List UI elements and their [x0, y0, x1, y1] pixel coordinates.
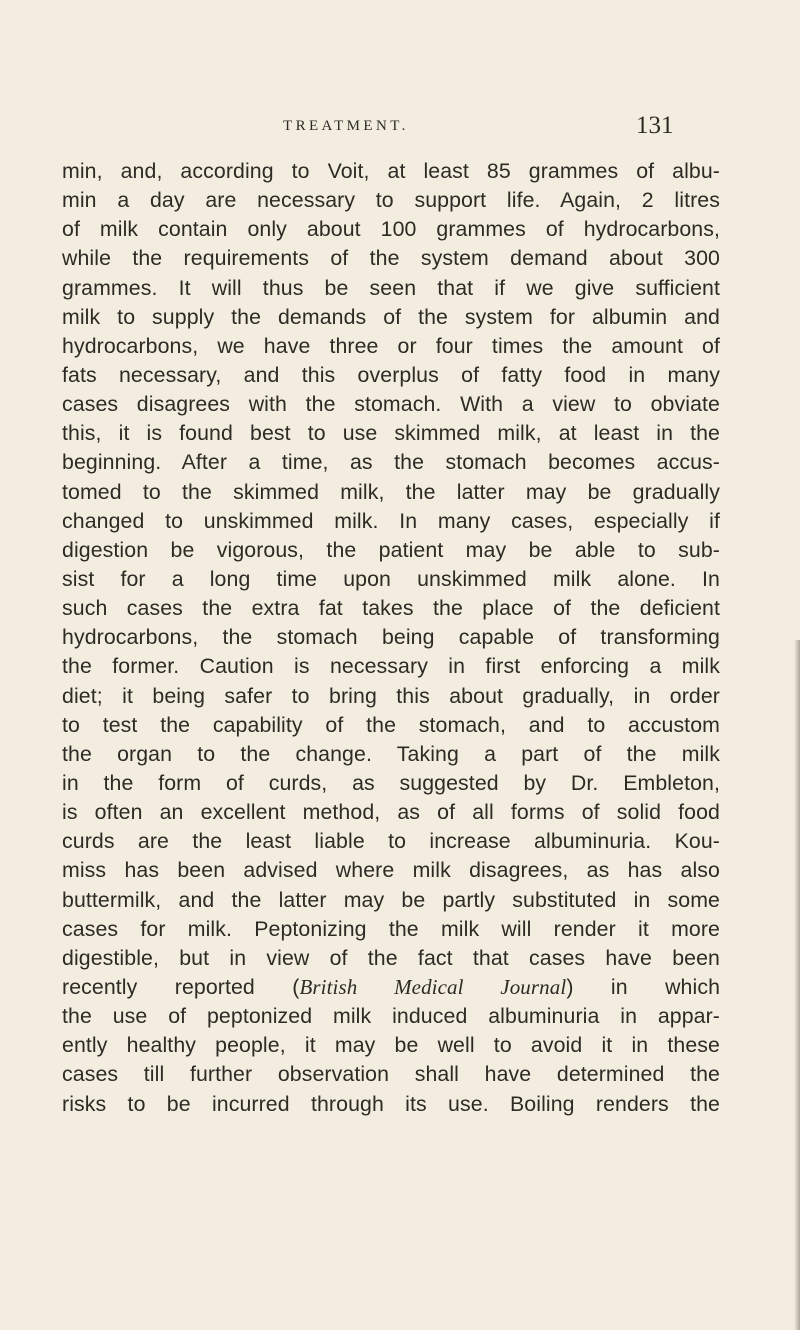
- text-line: digestion be vigorous, the patient may be able to sub-: [62, 537, 720, 562]
- text-line: in the form of curds, as suggested by Dr. Embleton,: [62, 770, 720, 795]
- text-line: min a day are necessary to support life. Again, 2 litres: [62, 188, 720, 213]
- text-line: tomed to the skimmed milk, the latter may be gradually: [62, 479, 720, 504]
- text-line: the organ to the change. Taking a part of the milk: [62, 741, 720, 766]
- text-line: cases for milk. Peptonizing the milk will render it more: [62, 916, 720, 941]
- page-edge-shadow: [794, 640, 800, 1330]
- text-line: milk to supply the demands of the system for albumin and: [62, 304, 720, 329]
- body-text: [62, 157, 720, 1119]
- page-number: 131: [636, 112, 674, 139]
- citation-line: [62, 973, 720, 1002]
- text-line: the former. Caution is necessary in first enforcing a milk: [62, 654, 720, 679]
- running-title: TREATMENT.: [283, 118, 409, 134]
- text-line: changed to unskimmed milk. In many cases, especially if: [62, 508, 720, 533]
- text-line: sist for a long time upon unskimmed milk alone. In: [62, 566, 720, 591]
- text-line: cases disagrees with the stomach. With a view to obviate: [62, 392, 720, 417]
- text-line: hydrocarbons, we have three or four times the amount of: [62, 333, 720, 358]
- text-line: while the requirements of the system demand about 300: [62, 246, 720, 271]
- text-line: buttermilk, and the latter may be partly substituted in some: [62, 887, 720, 912]
- citation-after: ) in which: [566, 974, 721, 999]
- citation-before: recently reported (: [62, 974, 300, 999]
- text-line: to test the capability of the stomach, and to accustom: [62, 712, 720, 737]
- text-line: curds are the least liable to increase albuminuria. Kou-: [62, 829, 720, 854]
- text-line: risks to be incurred through its use. Boiling renders the: [62, 1091, 720, 1116]
- text-line: grammes. It will thus be seen that if we give sufficient: [62, 275, 720, 300]
- text-line: beginning. After a time, as the stomach becomes accus-: [62, 450, 720, 475]
- text-line: such cases the extra fat takes the place of the deficient: [62, 596, 720, 621]
- running-header: [0, 112, 800, 152]
- text-line: this, it is found best to use skimmed milk, at least in the: [62, 421, 720, 446]
- journal-citation: British Medical Journal: [299, 974, 567, 999]
- text-line: of milk contain only about 100 grammes of hydrocarbons,: [62, 217, 720, 242]
- text-line: miss has been advised where milk disagrees, as has also: [62, 858, 720, 883]
- text-line: fats necessary, and this overplus of fatty food in many: [62, 362, 720, 387]
- text-line: hydrocarbons, the stomach being capable of transforming: [62, 625, 720, 650]
- text-line: cases till further observation shall have determined the: [62, 1062, 720, 1087]
- text-line: the use of peptonized milk induced albuminuria in appar-: [62, 1004, 720, 1029]
- text-line: digestible, but in view of the fact that cases have been: [62, 945, 720, 970]
- text-line: min, and, according to Voit, at least 85 grammes of albu-: [62, 159, 720, 183]
- text-line: is often an excellent method, as of all forms of solid food: [62, 800, 720, 825]
- text-line: ently healthy people, it may be well to avoid it in these: [62, 1033, 720, 1058]
- text-line: diet; it being safer to bring this about gradually, in order: [62, 683, 720, 708]
